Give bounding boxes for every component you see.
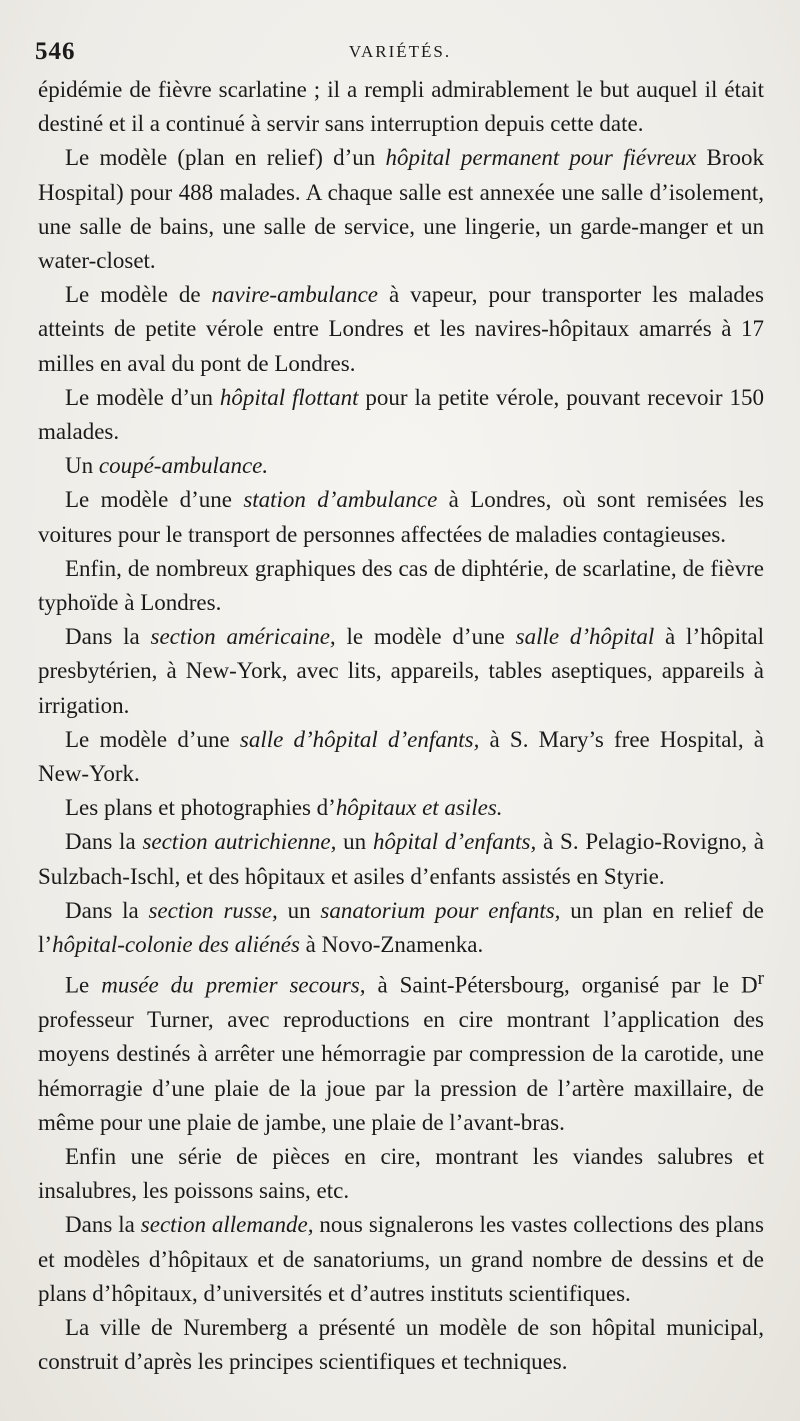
paragraph: Un coupé-ambulance.: [65, 453, 269, 479]
paragraph: Dans la section américaine, le modèle d’une salle d’hôpital à l’hôpital presbytérien, à New-York, avec lits, appareils, tables aseptiques, appareils à irrigation.: [38, 624, 764, 718]
paragraph: Dans la section russe, un sanatorium pour enfants, un plan en relief de l’hôpital-colonie des aliénés à Novo-Znamenka.: [38, 897, 765, 958]
paragraph: Le modèle d’une station d’ambulance à Londres, où sont remisées les voitures pour le transport de personnes affectées de maladies contagieuses.: [38, 487, 764, 547]
paragraph: Dans la section autrichienne, un hôpital d’enfants, à S. Pelagio-Rovigno, à Sulzbach-Ischl, et des hôpitaux et asiles d’enfants assistés en Styrie.: [38, 829, 764, 889]
paragraph: [38, 73, 764, 141]
body-text: [38, 73, 764, 1379]
page-header: [35, 38, 765, 74]
paragraph: Le musée du premier secours, à Saint-Pétersbourg, organisé par le $D^r$ professeur Turner, avec reproductions en cire montrant l’application des moyens destinés à arrêter une hémorragie par compression de la carotide, une hémorragie d’une plaie de la joue par la pression de l’artère maxillaire, de même pour une plaie de jambe, une plaie de l’avant-bras.: [38, 968, 764, 1135]
paragraph: Le modèle d’un hôpital flottant pour la petite vérole, pouvant recevoir 150 malades.: [38, 384, 765, 445]
paragraph-text: épidémie de fièvre scarlatine ; il a rempli admirablement le but auquel il était destiné et il a continué à servir sans interruption depuis cette date.: [38, 77, 764, 137]
paragraph: Dans la section allemande, nous signalerons les vastes collections des plans et modèles d’hôpitaux et de sanatoriums, un grand nombre de dessins et de plans d’hôpitaux, d’universités et d’autres instituts scientifiques.: [38, 1212, 764, 1306]
paragraph: Le modèle (plan en relief) d’un hôpital permanent pour fiévreux Brook Hospital) pour 488 malades. A chaque salle est annexée une salle d’isolement, une salle de bains, une salle de service, une lingerie, un garde-manger et un water-closet.: [38, 145, 764, 274]
paragraph: Enfin une série de pièces en cire, montrant les viandes salubres et insalubres, les poissons sains, etc.: [38, 1143, 764, 1204]
running-title: VARIÉTÉS.: [348, 42, 452, 61]
paragraph: Enfin, de nombreux graphiques des cas de diphtérie, de scarlatine, de fièvre typhoïde à Londres.: [38, 555, 764, 616]
paragraph: Les plans et photographies d’hôpitaux et asiles.: [65, 795, 503, 821]
paragraph: La ville de Nuremberg a présenté un modèle de son hôpital municipal, construit d’après les principes scientifiques et techniques.: [38, 1314, 764, 1375]
page-number: 546: [35, 38, 76, 65]
paragraph: Le modèle d’une salle d’hôpital d’enfants, à S. Mary’s free Hospital, à New-York.: [38, 726, 764, 787]
paragraph: Le modèle de navire-ambulance à vapeur, pour transporter les malades atteints de petite vérole entre Londres et les navires-hôpitaux amarrés à 17 milles en aval du pont de Londres.: [38, 282, 764, 376]
